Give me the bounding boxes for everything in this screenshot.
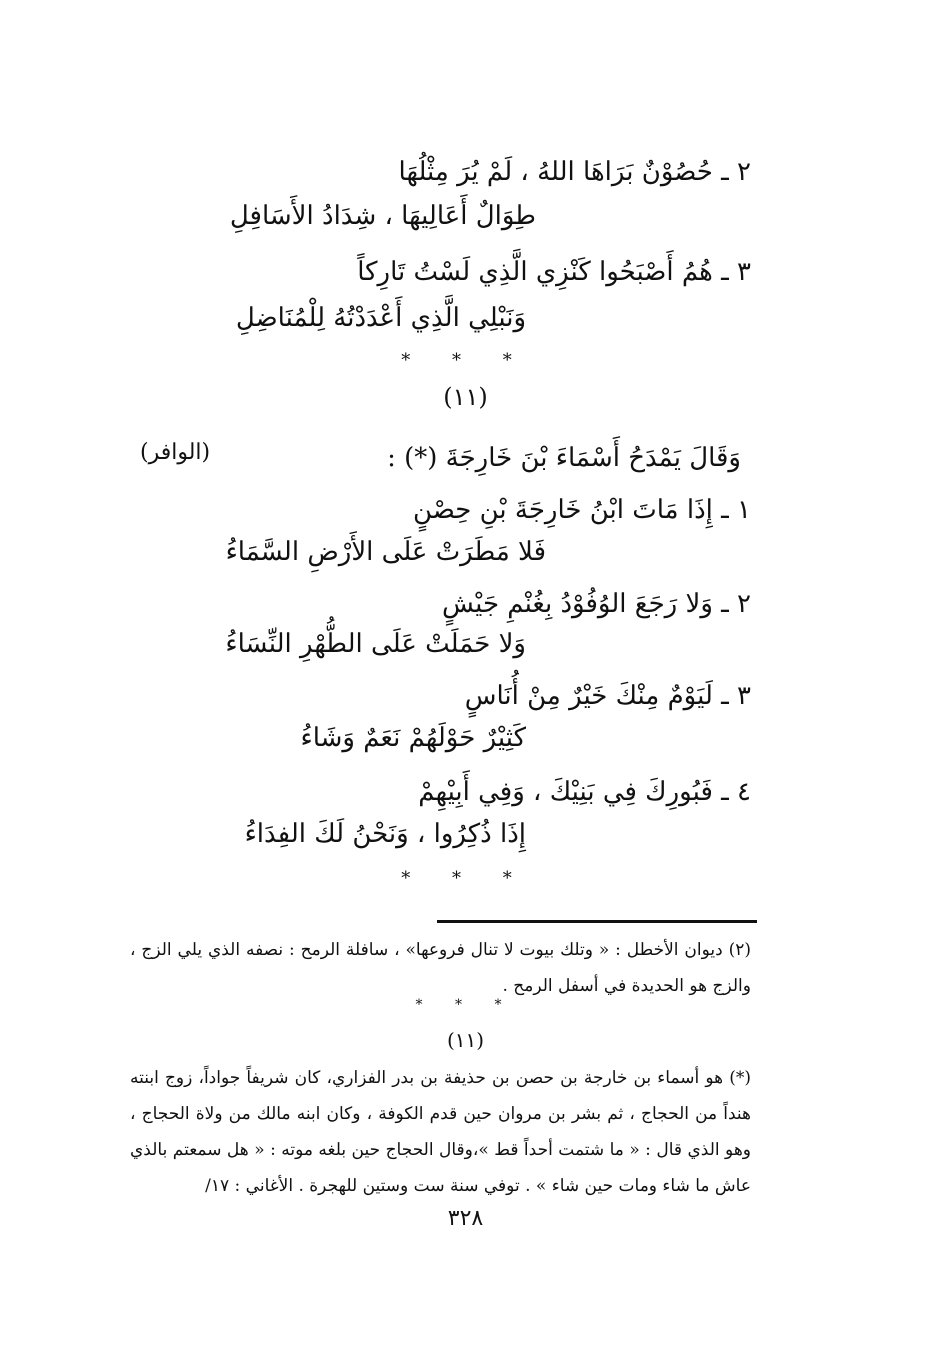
footnote-star: (*) هو أسماء بن خارجة بن حصن بن حذيفة بن بدر الفزاري، كان شريفاً جواداً، زوج ابنته هنداً من الحجاج ، ثم بشر بن مروان حين قدم الكوفة ، وكان ابنه مالك من ولاة الحجاج ، وهو الذي قال : « ما شتمت أحداً قط »،وقال الحجاج حين بلغه موته : « هل سمعتم بالذي عاش ما شاء ومات حين شاء » . توفي سنة ست وستين للهجرة . الأغاني : ١٧/ (130, 1068, 751, 1196)
verse-3-hemistich-1: ٣ ـ هُمُ أَصْبَحُوا كَنْزِي الَّذِي لَسْتُ تَارِكاً (357, 257, 751, 287)
poem11-verse-1-hemistich-1: ١ ـ إِذَا مَاتَ ابْنُ خَارِجَةَ بْنِ حِصْنٍ (412, 495, 751, 525)
poem11-verse-3-hemistich-2: كَثِيْرٌ حَوْلَهُمْ نَعَمٌ وَشَاءُ (300, 723, 526, 753)
section-separator: * * * (401, 350, 530, 371)
verse-3-hemistich-2: وَنَبْلِي الَّذِي أَعْدَدْتُهُ لِلْمُنَاضِلِ (235, 303, 526, 333)
poem11-verse-1-hemistich-2: فَلا مَطَرَتْ عَلَى الأَرْضِ السَّمَاءُ (225, 537, 546, 567)
verse-2-hemistich-1: ٢ ـ حُصُوْنٌ بَرَاهَا اللهُ ، لَمْ يُرَ مِثْلُهَا (398, 157, 751, 187)
footnote-separator: * * * (415, 997, 516, 1013)
section-separator-2: * * * (401, 868, 530, 889)
poem11-verse-4-hemistich-1: ٤ ـ فَبُورِكَ فِي بَنِيْكَ ، وَفِي أَبِيْهِمْ (418, 777, 751, 807)
poem-intro: وَقَالَ يَمْدَحُ أَسْمَاءَ بْنَ خَارِجَةَ (*) : (387, 443, 741, 473)
poem11-verse-2-hemistich-1: ٢ ـ وَلا رَجَعَ الوُفُوْدُ بِغُنْمِ جَيْشٍ (441, 589, 751, 619)
footnote-poem-number: (١١) (446, 1028, 485, 1052)
verse-2-hemistich-2: طِوَالٌ أَعَالِيهَا ، شِدَادُ الأَسَافِلِ (229, 201, 536, 231)
poem-number: (١١) (443, 383, 488, 411)
poem11-verse-3-hemistich-1: ٣ ـ لَيَوْمٌ مِنْكَ خَيْرٌ مِنْ أُنَاسٍ (464, 681, 751, 711)
poem11-verse-4-hemistich-2: إِذَا ذُكِرُوا ، وَنَحْنُ لَكَ الفِدَاءُ (244, 819, 526, 849)
footnote-2: (٢) ديوان الأخطل : « وتلك بيوت لا تنال فروعها» ، سافلة الرمح : نصفه الذي يلي الزج ، والزج هو الحديدة في أسفل الرمح . (130, 940, 751, 996)
page-number: ٣٢٨ (447, 1206, 484, 1231)
poem-meter: (الوافر) (140, 440, 211, 465)
poem11-verse-2-hemistich-2: وَلا حَمَلَتْ عَلَى الطُّهْرِ النِّسَاءُ (225, 629, 526, 659)
footnote-rule (437, 920, 757, 923)
